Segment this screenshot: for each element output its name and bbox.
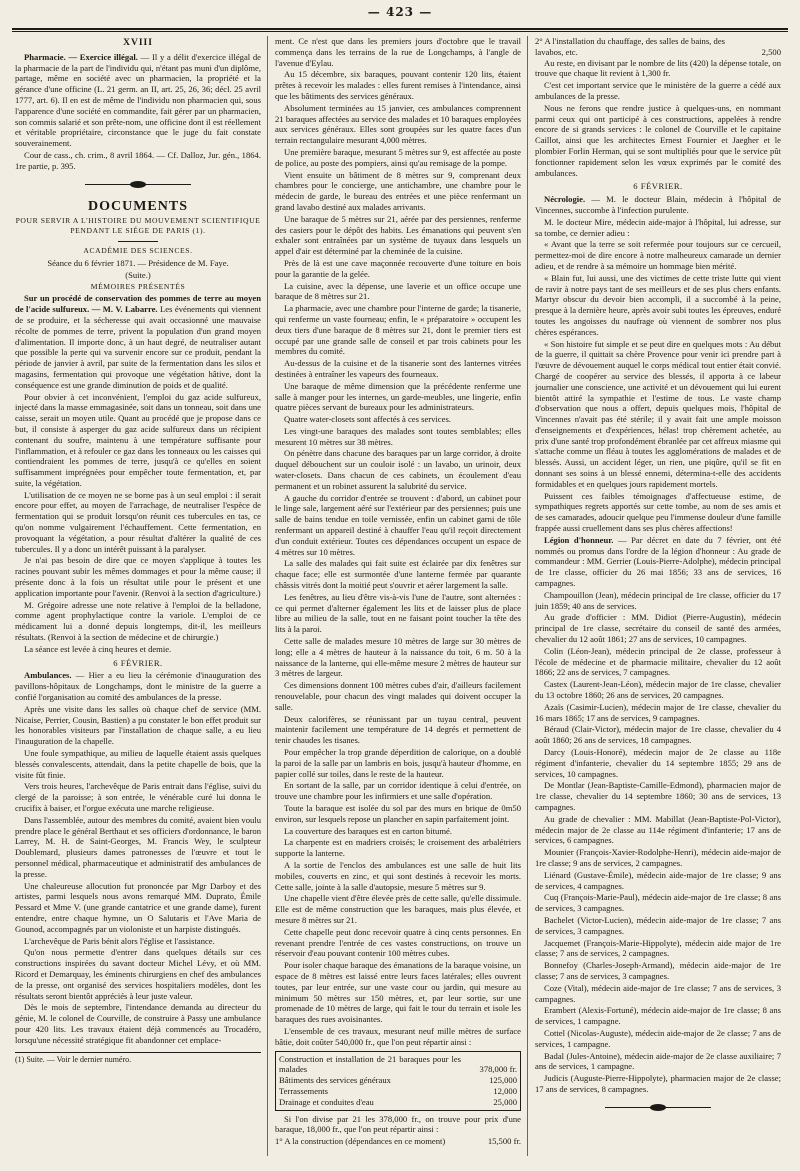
page-number: — 423 — xyxy=(367,5,433,19)
chevalier-entry: Mounier (François-Xavier-Rodolphe-Henri), médecin aide-major de 1re classe; 9 ans de services, 2 campagnes. xyxy=(535,847,781,868)
cost-amount: 25,000 xyxy=(493,1096,517,1107)
necro-text-2: M. le docteur Mire, médecin aide-major à l'hôpital, lui adresse, sur sa tombe, ce dernier adieu : xyxy=(535,216,781,238)
section-number: XVIII xyxy=(123,38,153,48)
col2-text-2: Au 15 décembre, six baraques, pouvant contenir 120 lits, étaient prêtes à recevoir les malades : elles furent remises à l'intendance, ainsi que les bâtiments des services généraux. xyxy=(275,69,521,101)
col2-text-22: En sortant de la salle, par un corridor identique à celui d'entrée, on trouve une chambre pour les infirmiers et une salle d'opération. xyxy=(275,780,521,802)
cost-amount: 125,000 xyxy=(489,1075,517,1086)
necrologie-paragraph xyxy=(535,194,781,216)
necro-text-5: « Son histoire fut simple et se peut dire en quelques mots : Au début de la guerre, il quittait sa chère Provence pour venir ici prendre part à l'œuvre de dévouement auquel le corps médical tout entier était convié. Chargé de coopérer au service des blessés, il apporta à ce labeur journalier une conscience, une activité et un dévouement qui lui eurent bientôt attiré la sympathie et l'estime de tous. Le vaste champ d'observation que nous a offert, depuis quelques mois, l'hôpital de Vincennes n'avait pas été stérile; il y avait fait une ample moisson d'enseignements et d'expériences, hélas! trop chèrement achetée, au prix d'une santé trop profondément ébranlée par cet affreux miasme qui s'attache comme un fléau à toutes les agglomérations de malades et de blessés. Aussi, un accident léger, un rien, une piqûre, qu'il se fit en donnant ses soins à un blessé ennemi, détermina-t-elle des accidents formidables et en quelques jours rapidement mortels. xyxy=(535,338,781,489)
cost-amount: 378,000 fr. xyxy=(479,1064,517,1075)
necro-text-1: — M. le docteur Blain, médecin à l'hôpital de Vincennes, succombe à l'infection purulente. xyxy=(535,194,781,215)
memoire-title: Sur un procédé de conservation des pommes de terre au moyen de l'acide sulfureux. — M. V. Labarre. xyxy=(15,293,261,315)
chevalier-entry: Erambert (Alexis-Fortuné), médecin aide-major de 1re classe; 8 ans de services, 1 campagne. xyxy=(535,1005,781,1027)
officier-entry: Azaïs (Casimir-Lucien), médecin major de 1re classe, chevalier du 16 mars 1865; 17 ans de services, 9 campagnes. xyxy=(535,701,781,723)
cost-row xyxy=(275,1136,521,1147)
date-heading: 6 FÉVRIER. xyxy=(113,657,163,668)
pharmacie-reference: Cour de cass., ch. crim., 8 avril 1864. — Cf. Dalloz, Jur. gén., 1864. 1re partie, p. 395. xyxy=(15,149,261,171)
col2-text-30: L'ensemble de ces travaux, mesurant neuf mille mètres de surface bâtie, doit coûter 540,000 fr., que l'on peut répartir ainsi : xyxy=(275,1025,521,1047)
necro-text-6: Puissent ces faibles témoignages d'affectueuse estime, de sympathiques regrets apportés sur cette tombe, au nom de ses amis et de ses camarades, adoucir quelque peu l'immense douleur d'une famille frappée aussi cruellement dans ses plus chères affections! xyxy=(535,490,781,534)
gregoire-paragraph: M. Grégoire adresse une note relative à l'emploi de la belladone, comme agent prophylactique contre la variole. L'emploi de ce médicament lui a donné depuis longtemps, dit-il, les meilleurs résultats. (Renvoi à la section de médecine et de chirurgie.) xyxy=(15,599,261,643)
cost-row xyxy=(279,1054,517,1076)
officier-entry: Colin (Léon-Jean), médecin principal de 2e classe, professeur à l'école de médecine et de pharmacie militaire, chevalier du 12 août 1866; 22 ans de services, 7 campagnes. xyxy=(535,645,781,678)
column-separator-2 xyxy=(527,36,528,1156)
legion-text-1: — Par décret en date du 7 février, ont été nommés ou promus dans l'ordre de la légion d'honneur : Au grade de commandeur : MM. Gerrier (Louis-Pierre-Adolphe), médecin principal de 1re classe, officier du 26 mai 1856; 33 ans de services, 16 campagnes. xyxy=(535,534,781,589)
col2-text-12: Quatre water-closets sont affectés à ces services. xyxy=(284,414,451,425)
column-separator-1 xyxy=(267,36,268,1156)
column-1 xyxy=(15,36,261,1162)
memoire-text-2: Pour obvier à cet inconvénient, l'emploi du gaz acide sulfureux, injecté dans la masse emmagasinée, soit dans un tonneau, soit dans une caisse, serait un moyen utile. Quant au procédé que je propose dans ce but, il consiste à asperger du gaz acide sulfureux dans un récipient contenant du soufre, maintenu à une température suffisante pour l'inflammation, et à refouler ce gaz dans les tonneaux ou les caisses qui contiendraient les pommes de terre, jusqu'à ce qu'elles en soient suffisamment imprégnées pour empêcher toute fermentation, et, par suite, la végétation. xyxy=(15,391,261,488)
ambulances-text-9: Dès le mois de septembre, l'intendance demanda au directeur du génie, M. le colonel de Courville, de construire à Passy une ambulance pour 420 lits. Les travaux étaient déjà commencés au Trocadéro, lorsqu'une nécessité stratégique fit abandonner cet emplace- xyxy=(15,1002,261,1045)
chevalier-entry: Jacquemet (François-Marie-Hippolyte), médecin aide major de 1re classe; 7 ans de services, 2 campagnes. xyxy=(535,937,781,959)
legion-paragraph xyxy=(535,535,781,589)
pharmacie-text: — Il y a délit d'exercice illégal de la pharmacie de la part de l'individu qui, n'étant pas muni d'un diplôme, partage, même en société avec un pharmacien, la propriété et la gérance d'une officine (L. 21 germ. an II, art. 25, 26, 36; décl. 25 avril 1777, art. 6). Il en est de même de l'individu non pharmacien qui, sous l'apparence d'une société en commandite, fait gérer par un pharmacien, son commis salarié et son prête-nom, une officine dont il est réellement et véritable propriétaire, circonstance que le juge du fait constate souverainement. xyxy=(15,51,261,149)
cost-label: Terrassements xyxy=(279,1085,329,1096)
ornament-divider xyxy=(15,178,261,192)
cost-amount: 12,000 xyxy=(493,1085,517,1096)
col3-text-3: Nous ne ferons que rendre justice à quelques-uns, en nommant parmi ceux qui ont participé à ces constructions, appelées à rendre encore de si grands services : le colonel de Courville et le capitaine Caillot, ainsi que les architectes Ernest Fournier et Jaegher et le plombier Forlin Herman, qui se sont multipliés pour que le service pût fonctionner rapidement selon les vœux exprimés par le comité des ambulances. xyxy=(535,102,781,178)
cost-amount: 2,500 xyxy=(761,46,781,57)
chevalier-entry: Liénard (Gustave-Émile), médecin aide-major de 1re classe; 9 ans de services, 4 campagnes. xyxy=(535,869,781,891)
legion-text-2: Champouillon (Jean), médecin principal de 1re classe, officier du 17 juin 1859; 40 ans de services. xyxy=(535,589,781,611)
col2-text-6: Une baraque de 5 mètres sur 21, aérée par des persiennes, renferme des casiers pour le dépôt des habits. Les émanations qui peuvent s'en exhaler sont entraînées par un système de tuyaux dans lesquels un appel d'air est déterminé par la cheminée de la cuisine. xyxy=(275,213,521,257)
col2-text-3: Absolument terminées au 15 janvier, ces ambulances comprennent 21 baraques affectées au service des malades et 10 baraques employées aux services généraux. Elles sont groupées sur les quatre faces d'un terrain rectangulaire mesurant 4,000 mètres. xyxy=(275,102,521,146)
col3-text-1: Au reste, en divisant par le nombre de lits (420) la dépense totale, on trouve que chaque lit revient à 1,300 fr. xyxy=(535,57,781,79)
top-rule xyxy=(12,28,788,30)
ambulances-title: Ambulances. xyxy=(24,670,72,681)
top-rule-thin xyxy=(12,31,788,32)
chevalier-entry: Cottel (Nicolas-Auguste), médecin aide-major de 2e classe; 7 ans de services, 1 campagne. xyxy=(535,1027,781,1049)
col2-text-20: Deux calorifères, se réunissant par un tuyau central, peuvent maintenir facilement une température de 14 degrés et permettent de tenir chaudes les tisanes. xyxy=(275,713,521,746)
col3-text-2: C'est cet important service que le ministère de la guerre a cédé aux ambulances de la presse. xyxy=(535,80,781,101)
col2-text-13: Les vingt-une baraques des malades sont toutes semblables; elles mesurent 10 mètres sur 38 mètres. xyxy=(275,425,521,447)
col2-text-9: La pharmacie, avec une chambre pour l'interne de garde; la tisanerie, qui renferme un vaste fourneau; enfin, le « préparatoire » occupent les deux tiers d'une baraque de 8 mètres sur 21, dont le premier tiers est occupé par une grande salle de conseil et par trois cabinets pour les membres du comité. xyxy=(275,303,521,357)
necro-text-4: « Blain fut, lui aussi, une des victimes de cette triste lutte qui vient de ravir à notre pays tant de ses meilleurs et de ses plus chers enfants. Martyr obscur du devoir bien accompli, il a succombé à la peine, presque à la dernière heure, après avoir subi toutes les épreuves, enduré toutes les angoisses du naufrage où viennent de sombrer nos plus chères espérances. xyxy=(535,272,781,337)
cost-label: Drainage et conduites d'eau xyxy=(279,1096,374,1107)
footnote: (1) Suite. — Voir le dernier numéro. xyxy=(15,1052,261,1066)
seance-line: Séance du 6 février 1871. — Présidence de M. Faye. xyxy=(47,257,229,268)
memoire-text-1: Les événements qui viennent de se produire, et la sécheresse qui avait occasionné une mauvaise récolte de pommes de terre, privent la population d'un grand moyen d'alimentation. Il importe donc, à un haut degré, de neutraliser autant que possible la perte qui va survenir encore sur ce produit, pendant la période de janvier à avril, par suite de la fermentation dans les silos et magasins, fermentation qui provoque une végétation hâtive, dont la conséquence est une grande diminution de poids et de qualité. xyxy=(15,304,261,390)
officier-heading: Au grade d'officier : MM. Didiot (Pierre-Augustin), médecin principal de 1re classe, secrétaire du conseil de santé des armées, chevalier du 12 août 1861; 27 ans de services, 10 campagnes. xyxy=(535,612,781,645)
col2-text-5: Vient ensuite un bâtiment de 8 mètres sur 9, comprenant deux chambres pour le concierge, une antichambre, une chambre pour le médecin de garde, le bureau des entrées et une pièce renfermant un grand lavabo destiné aux malades arrivants. xyxy=(275,169,521,212)
chevalier-entry: Cuq (François-Marie-Paul), médecin aide-major de 1re classe; 8 ans de services, 3 campagnes. xyxy=(535,892,781,914)
col2-text-27: Une chapelle vient d'être élevée près de cette salle, qu'elle dissimule. Elle est de même construction que les baraques, mais plus élevée, et mesure 8 mètres sur 21. xyxy=(275,893,521,925)
ambulances-text-3: Une foule sympathique, au milieu de laquelle étaient assis quelques blessés convalescents, attendait, dans la petite chapelle de bois, que la visite fût finie. xyxy=(15,748,261,780)
col2-text-1: ment. Ce n'est que dans les premiers jours d'octobre que le travail commença dans les terrains de la rue de Longchamps, à l'angle de l'avenue d'Eylau. xyxy=(275,36,521,68)
suite-line: (Suite.) xyxy=(125,269,151,280)
ambulances-text-7: L'archevêque de Paris bénit alors l'église et l'assistance. xyxy=(24,935,215,946)
ornament-divider xyxy=(535,1101,781,1115)
memoire-text-4: Je n'ai pas besoin de dire que ce moyen s'applique à toutes les racines pouvant subir les mêmes dommages et pour la même cause; il présente donc à la fois un résultat utile pour le présent et une application importante pour l'avenir. (Renvoi à la section d'agriculture.) xyxy=(15,555,261,598)
chevalier-heading: Au grade de chevalier : MM. Mabillat (Jean-Baptiste-Pol-Victor), médecin major de 2e classe au 114e régiment d'infanterie; 17 ans de services, 6 campagnes. xyxy=(535,813,781,846)
col2-text-28: Cette chapelle peut donc recevoir quatre à cinq cents personnes. En revenant prendre l'entrée de ces vastes constructions, on trouve un réservoir d'eau pouvant contenir 100 mètres cubes. xyxy=(275,926,521,959)
cost-row xyxy=(535,36,781,58)
date-heading: 6 FÉVRIER. xyxy=(633,181,683,192)
chevalier-entry: Badal (Jules-Antoine), médecin aide-major de 2e classe auxiliaire; 7 ans de services, 1 campagne. xyxy=(535,1050,781,1072)
cost-label: 2° A l'installation du chauffage, des salles de bains, des lavabos, etc. xyxy=(535,36,725,57)
legion-title: Légion d'honneur. xyxy=(544,534,614,545)
ambulances-text-4: Vers trois heures, l'archevêque de Paris entrait dans l'église, suivi du clergé de la paroisse; à son entrée, le vénérable curé lui donna le crucifix à baiser, et l'orgue exécuta une marche religieuse. xyxy=(15,781,261,813)
cost-table-box xyxy=(275,1051,521,1111)
memoire-text-3: L'utilisation de ce moyen ne se borne pas à un seul emploi : il serait encore pour effet, au moyen de l'arrachage, de neutraliser l'espèce de fermentation qui se produit lorsqu'on réunit ces tubercules en tas, ce qu'on nomme vulgairement l'échauffement. Cette fermentation, en provoquant la végétation, a pour résultat d'altérer la qualité de ces tubercules. Il y a donc un intérêt puissant à la paralyser. xyxy=(15,489,261,554)
cost-row xyxy=(279,1086,517,1097)
chevalier-entry: Coze (Vital), médecin aide-major de 1re classe; 7 ans de services, 3 campagnes. xyxy=(535,982,781,1004)
col2-text-16: La salle des malades qui fait suite est éclairée par dix fenêtres sur chaque face; elle est surmontée d'une lanterne fermée par quarante châssis vitrés dont la moitié peut s'ouvrir et aérer largement la salle. xyxy=(275,558,521,591)
memoire-paragraph xyxy=(15,293,261,390)
col2-text-14: On pénètre dans chacune des baraques par un large corridor, à droite duquel débouchent sur un couloir isolé : un lavabo, un urinoir, deux water-closets. Dans chacun de ces cabinets, un écoulement d'eau permanent et un robinet assurent la salubrité du service. xyxy=(275,448,521,491)
levee-line: La séance est levée à cinq heures et demie. xyxy=(24,643,172,654)
ambulances-text-5: Dans l'assemblée, autour des membres du comité, avaient bien voulu prendre place le général Berthaut et ses officiers d'ordonnance, le baron Larrey, M. H. de Saint-Georges, M. Francis Wey, le sculpteur Doublemard, plusieurs dames patronesses de l'œuvre et tout le personnel médical, pharmaceutique et administratif des ambulances de la presse. xyxy=(15,814,261,879)
col2-text-21: Pour empêcher la trop grande déperdition de calorique, on a doublé la paroi de la salle par un lambris en bois, jusqu'à hauteur d'homme, en papier collé sur toiles, dans le reste de la hauteur. xyxy=(275,747,521,779)
col2-text-18: Cette salle de malades mesure 10 mètres de large sur 30 mètres de long; elle a 4 mètres de hauteur à la naissance du toit, 6 m. 50 à la naissance de la lanterne, qui elle-même mesure 2 mètres de hauteur sur 3 mètres de largeur. xyxy=(275,636,521,679)
baraque-cost-table xyxy=(275,1136,521,1147)
ambulances-text-2: Après une visite dans les salles où chaque chef de service (MM. Nicaise, Perrier, Cousin, Bastien) a pu constater le bon effet produit sur les honorables visiteurs par l'installation de chaque salle, a eu lieu l'inauguration de la chapelle. xyxy=(15,703,261,747)
cost-amount: 15,500 fr. xyxy=(487,1136,521,1147)
col2-text-25: La charpente est en madriers croisés; le croisement des arbalétriers supporte la lanterne. xyxy=(275,837,521,859)
col2-text-4: Une première baraque, mesurant 5 mètres sur 9, est affectée au poste de police, au poste des pompiers, ainsi qu'au remisage de la pompe. xyxy=(275,146,521,168)
ambulances-paragraph xyxy=(15,670,261,702)
short-rule xyxy=(118,241,158,242)
ambulances-text-8: Qu'on nous permette d'entrer dans quelques détails sur ces constructions inspirées du savant docteur Michel Lévy, et où MM. Ricord et Demarquay, les éminents chirurgiens en chef des ambulances de la presse, ont organisé des services hospitaliers modèles, dont les résultats seront bientôt appréciés à leur juste valeur. xyxy=(15,947,261,1001)
ambulances-text-6: Une chaleureuse allocution fut prononcée par Mgr Darboy et des artistes, parmi lesquels nous avons remarqué MM. Duprato, Émile Pessard et Mme V. (une grande cantatrice et une grande dame), furent entendre, entre chaque hymne, un O Salutaris et l'Ave Maria de Gounod, accompagnés par un violoniste et un harpiste distingués. xyxy=(15,880,261,934)
necro-text-3: « Avant que la terre se soit refermée pour toujours sur ce cercueil, permettez-moi de dire encore à notre malheureux camarade un dernier adieu, et de rendre à sa mémoire un hommage bien mérité. xyxy=(535,239,781,271)
pharmacie-title: Pharmacie. — Exercice illégal. xyxy=(24,51,138,62)
necrologie-title: Nécrologie. xyxy=(544,194,586,205)
col2-text-26: A la sortie de l'enclos des ambulances est une salle de huit lits mobiles, couverts en zinc, et qui sont destinés à recevoir les morts. Cette salle, jointe à la salle d'autopsie, mesure 5 mètres sur 9. xyxy=(275,859,521,892)
officier-entry: De Montlar (Jean-Baptiste-Camille-Edmond), pharmacien major de 1re classe, chevalier du 14 septembre 1860; 30 ans de services, 13 campagnes. xyxy=(535,780,781,812)
documents-subtitle: POUR SERVIR A L'HISTOIRE DU MOUVEMENT SCIENTIFIQUE PENDANT LE SIÉGE DE PARIS (1). xyxy=(15,215,261,236)
col2-text-19: Ces dimensions donnent 100 mètres cubes d'air, d'ailleurs facilement renouvelable, pour chacun des vingt malades qui doivent occuper la salle. xyxy=(275,680,521,712)
pharmacie-paragraph xyxy=(15,52,261,149)
chevalier-entry: Judicis (Auguste-Pierre-Hippolyte), pharmacien major de 2e classe; 17 ans de services, 8 campagnes. xyxy=(535,1073,781,1094)
col2-text-10: Au-dessus de la cuisine et de la tisanerie sont des lanternes vitrées destinées à entraîner les vapeurs des fourneaux. xyxy=(275,358,521,379)
col2-text-29: Pour isoler chaque baraque des émanations de la baraque voisine, un espace de 8 mètres est laissé entre leurs faces latérales; elles ouvrent toutes, par leur entrée, sur une vaste cour ou jardin, qui mesure au minimum 50 mètres sur 150 mètres, et, par leur sortie, sur une promenade de 10 mètres de large, qui fait le tour du terrain et isole les baraques des rues avoisinantes. xyxy=(275,960,521,1025)
col2-text-17: Les fenêtres, au lieu d'être vis-à-vis l'une de l'autre, sont alternées : ce qui permet d'alterner également les lits et de laisser plus de place libre au milieu de la salle, tout en ne faisant point toucher la tête des lits à la paroi. xyxy=(275,591,521,635)
chevalier-entry: Bonnefoy (Charles-Joseph-Armand), médecin aide-major de 1re classe; 7 ans de services, 3 campagnes. xyxy=(535,960,781,981)
memoires-heading: MÉMOIRES PRÉSENTÉS xyxy=(90,281,186,291)
cost-row xyxy=(279,1075,517,1086)
col2-text-24: La couverture des baraques est en carton bitumé. xyxy=(284,825,452,836)
column-2 xyxy=(275,36,521,1162)
academie-title: ACADÉMIE DES SCIENCES. xyxy=(83,246,193,256)
officier-entry: Darcy (Louis-Honoré), médecin major de 2e classe au 118e régiment d'infanterie, chevalier du 14 septembre 1855; 29 ans de services, 10 campagnes. xyxy=(535,747,781,779)
cost-label: 1° A la construction (dépendances en ce moment) xyxy=(275,1136,446,1147)
documents-title: DOCUMENTS xyxy=(87,198,188,214)
chevalier-entry: Bachelet (Victor-Lucien), médecin aide-major de 1re classe; 7 ans de services, 3 campagnes. xyxy=(535,914,781,936)
cost-table xyxy=(279,1054,517,1108)
col2-text-8: La cuisine, avec la dépense, une laverie et un office occupe une baraque de 8 mètres sur 21. xyxy=(275,280,521,302)
baraque-cost-table-continued xyxy=(535,36,781,58)
cost-row xyxy=(279,1097,517,1108)
col2-text-15: A gauche du corridor d'entrée se trouvent : d'abord, un cabinet pour le linge sale, largement aéré sur l'extérieur par des persiennes; puis une salle de bains tendue en toile vernissée, enfin un cabinet garni de tôle renfermant un appareil destiné à chauffer l'eau qu'il reçoit directement d'un conduit extérieur. Toutes ces dépendances occupent un espace de 4 mètres sur 10 mètres. xyxy=(275,492,521,557)
col2-text-7: Près de là est une cave maçonnée recouverte d'une toiture en bois pour la garantie de la gelée. xyxy=(275,257,521,279)
col2-text-31: Si l'on divise par 21 les 378,000 fr., on trouve pour prix d'une baraque, 18,000 fr., que l'on peut répartir ainsi : xyxy=(275,1113,521,1135)
ambulances-text-1: — Hier a eu lieu la cérémonie d'inauguration des pavillons-hôpitaux de Longchamps, dont le ministre de la guerre a confié l'organisation au comité des ambulances de la presse. xyxy=(15,670,261,703)
cost-label: Bâtiments des services généraux xyxy=(279,1075,391,1086)
column-3 xyxy=(535,36,781,1162)
officier-entry: Castex (Laurent-Jean-Léon), médecin major de 1re classe, chevalier du 13 octobre 1860; 26 ans de services, 20 campagnes. xyxy=(535,679,781,701)
col2-text-23: Toute la baraque est isolée du sol par des murs en brique de 0m50 environ, sur lesquels repose un plancher en sapin parfaitement joint. xyxy=(275,802,521,824)
cost-label: Construction et installation de 21 baraques pour les malades xyxy=(279,1053,461,1075)
officier-entry: Béraud (Clair-Victor), médecin major de 1re classe, chevalier du 4 août 1860; 26 ans de services, 18 campagnes. xyxy=(535,724,781,746)
col2-text-11: Une baraque de même dimension que la précédente renferme une salle à manger pour les internes, un garde-meubles, une lingerie, enfin quatre pièces servant de bureaux pour les administrateurs. xyxy=(275,380,521,413)
